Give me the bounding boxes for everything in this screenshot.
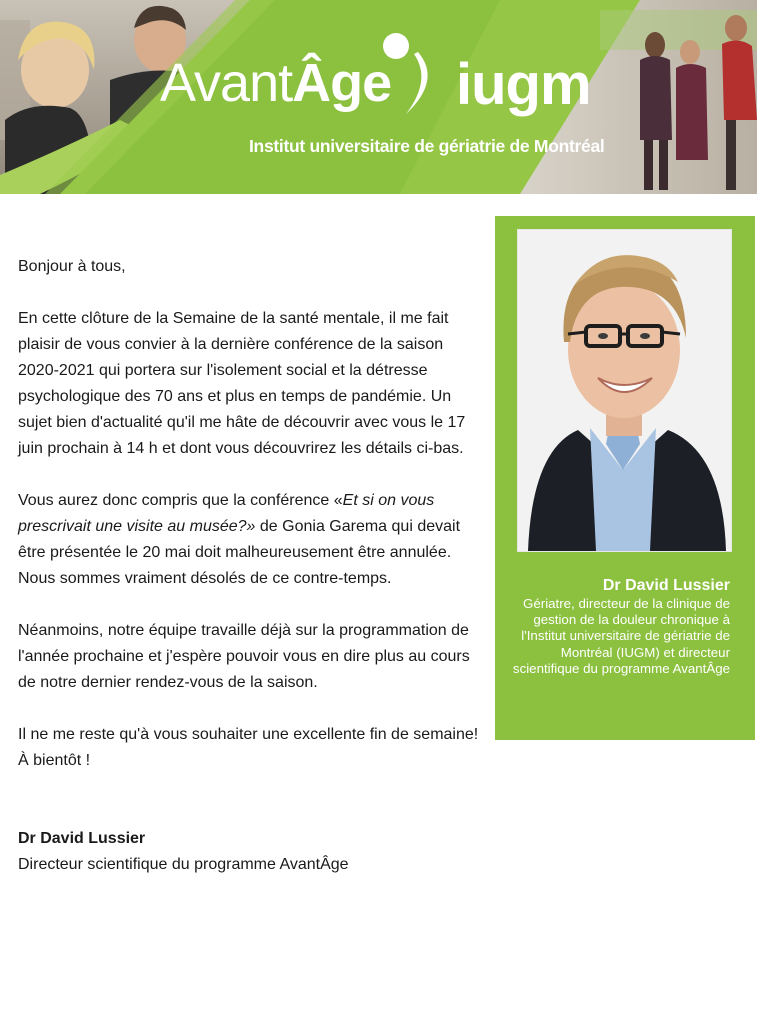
- logo-iugm: iugm: [456, 52, 591, 117]
- logo-swoosh-icon: [376, 30, 446, 120]
- logo-avantage: [160, 53, 392, 113]
- signature-title: Directeur scientifique du programme AvantÂge: [18, 856, 349, 873]
- letter-body: [18, 254, 480, 878]
- logo-avant-text: Avant: [160, 53, 293, 113]
- closing-wish: Il ne me reste qu'à vous souhaiter une excellente fin de semaine!: [18, 726, 479, 743]
- logo-subtitle: Institut universitaire de gériatrie de Montréal: [249, 136, 605, 156]
- paragraph-invitation: En cette clôture de la Semaine de la santé mentale, il me fait plaisir de vous convier à la dernière conférence de la saison 2020-2021 qui portera sur l'isolement social et la détresse psychologique des 70 ans et plus en temps de pandémie. Un sujet bien d'actualité qu'il me hâte de découvrir avec vous le 17 juin prochain à 14 h et dont vous découvrirez les détails ci-bas.: [18, 310, 466, 457]
- paragraph-next-season: Néanmoins, notre équipe travaille déjà sur la programmation de l'année prochaine et j'espère pouvoir vous en dire plus au cours de notre dernier rendez-vous de la saison.: [18, 622, 470, 691]
- author-photo: [517, 229, 732, 552]
- paragraph-cancellation: [18, 488, 480, 592]
- closing-farewell: À bientôt !: [18, 752, 91, 769]
- sidebar-author-name: Dr David Lussier: [602, 577, 730, 594]
- sidebar-author-description: Gériatre, directeur de la clinique de gestion de la douleur chronique à l'Institut universitaire de gériatrie de Montréal (IUGM) et directeur scientifique du programme AvantÂge: [512, 596, 730, 676]
- cancellation-details: de Gonia Garema qui devait être présentée le 20 mai doit malheureusement être annulée. Nous sommes vraiment désolés de ce contre-temps.: [18, 518, 461, 587]
- conference-title: Et si on vous prescrivait une visite au musée?»: [18, 492, 435, 535]
- header-banner: [0, 0, 757, 194]
- logo-age-text: Âge: [292, 53, 392, 113]
- signature-name: Dr David Lussier: [18, 830, 146, 847]
- signature-block: [18, 826, 480, 878]
- greeting: Bonjour à tous,: [18, 258, 126, 275]
- author-sidebar: [495, 216, 755, 740]
- portrait-image: [518, 230, 731, 551]
- cancellation-intro: Vous aurez donc compris que la conférence «: [18, 492, 343, 509]
- paragraph-closing: [18, 722, 480, 774]
